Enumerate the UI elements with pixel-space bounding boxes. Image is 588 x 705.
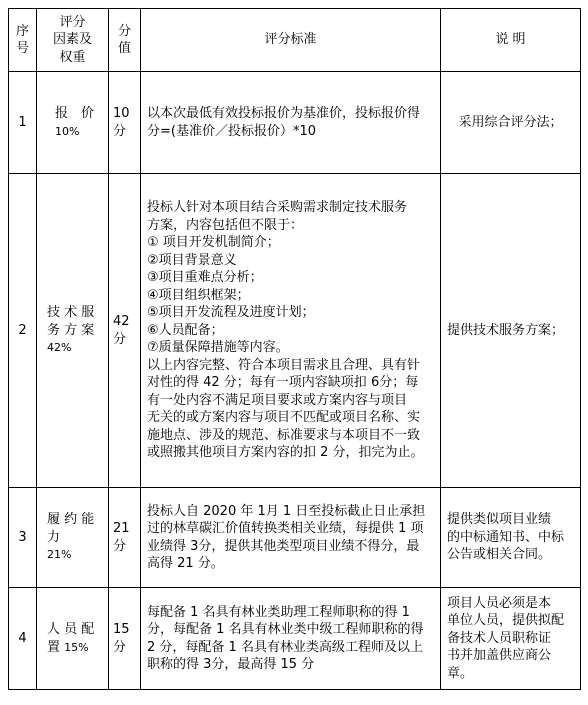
header-score: 分 值 xyxy=(109,9,141,72)
row-seq: 3 xyxy=(9,488,37,588)
row-score: 42 分 xyxy=(109,174,141,488)
row-note: 提供类似项目业绩 的中标通知书、中标 公告或相关合同。 xyxy=(441,488,581,588)
row-criteria: 每配备 1 名具有林业类助理工程师职称的得 1 分，每配备 1 名具有林业类中级工程师职称的得 2 分，每配备 1 名具有林业类高级工程师及以上 职称的得 3分，最高得 15 分 xyxy=(141,588,441,690)
row-score: 21 分 xyxy=(109,488,141,588)
row-factor: 人 员 配 置 15% xyxy=(37,588,109,690)
row-criteria: 投标人针对本项目结合采购需求制定技术服务 方案，内容包括但不限于： ① 项目开发机制简介； ②项目背景意义 ③项目重难点分析； ④项目组织框架； ⑤项目开发流程及进度计划； ⑥人员配备； ⑦质量保障措施等内容。 以上内容完整、符合本项目需求且合理、具有针 对性的得 42 分；每有一项内容缺项扣 6分；每 有一处内容不满足项目要求或方案内容与项目 无关的或方案内容与项目不匹配或项目名称、实 施地点、涉及的规范、标准要求与本项目不一致 或照搬其他项目方案内容的扣 2 分，扣完为止。 xyxy=(141,174,441,488)
row-seq: 1 xyxy=(9,72,37,174)
row-criteria: 以本次最低有效投标报价为基准价，投标报价得 分=(基准价／投标报价）*10 xyxy=(141,72,441,174)
header-criteria: 评分标准 xyxy=(141,9,441,72)
header-row xyxy=(9,9,581,72)
row-score: 15 分 xyxy=(109,588,141,690)
row-factor: 履 约 能 力 21% xyxy=(37,488,109,588)
header-note: 说 明 xyxy=(441,9,581,72)
row-seq: 4 xyxy=(9,588,37,690)
row-seq: 2 xyxy=(9,174,37,488)
row-criteria: 投标人自 2020 年 1月 1 日至投标截止日止承担 过的林草碳汇价值转换类相关业绩，每提供 1 项 业绩得 3分，提供其他类型项目业绩不得分，最 高得 21 分。 xyxy=(141,488,441,588)
table-row xyxy=(9,174,581,488)
row-note: 采用综合评分法； xyxy=(441,72,581,174)
table-row xyxy=(9,588,581,690)
table-row xyxy=(9,488,581,588)
header-factor: 评分 因素及 权重 xyxy=(37,9,109,72)
scoring-table xyxy=(8,8,581,690)
row-note: 项目人员必须是本 单位人员，提供拟配 备技术人员职称证 书并加盖供应商公 章。 xyxy=(441,588,581,690)
table-row xyxy=(9,72,581,174)
header-seq: 序 号 xyxy=(9,9,37,72)
row-score: 10 分 xyxy=(109,72,141,174)
row-note: 提供技术服务方案； xyxy=(441,174,581,488)
row-factor: 报 价 10% xyxy=(37,72,109,174)
row-factor: 技 术 服 务 方 案 42% xyxy=(37,174,109,488)
